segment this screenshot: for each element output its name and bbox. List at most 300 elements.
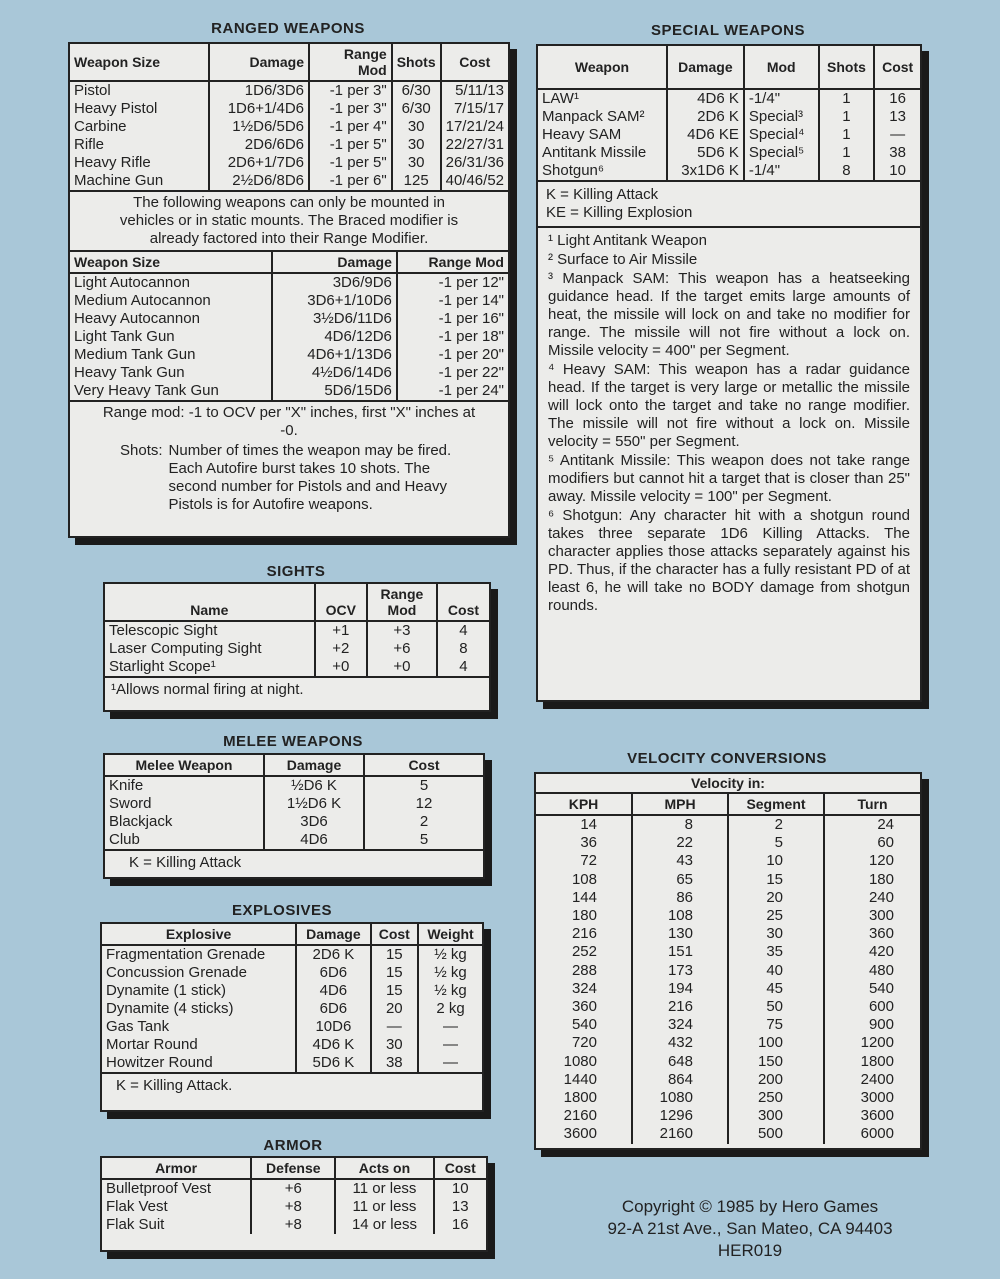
turn-cell: 120	[868, 852, 894, 870]
cost-cell: 7/15/17	[453, 100, 504, 117]
range-cell: -1 per 24"	[438, 382, 504, 399]
mph-cell: 432	[632, 1034, 728, 1052]
range-cell: -1 per 6"	[309, 172, 392, 190]
table-row	[105, 813, 483, 831]
table-row	[536, 1125, 920, 1143]
cost-cell: 16	[451, 1216, 469, 1233]
footnote: ⁶ Shotgun: Any character hit with a shotgun round takes three separate 1D6 Killing Attacks. The character applies those attacks separately against his PD. Thus, if the character has a fully resistant PD of at least 6, he will take no BODY damage from shotgun rounds.	[548, 507, 910, 614]
mph-cell: 216	[632, 998, 728, 1016]
cost-cell: 4	[459, 622, 468, 639]
shots-note: Number of times the weapon may be fired. Each Autofire burst takes 10 shots. The second number for Pistols and and Heavy Pistols is for Autofire weapons.	[168, 442, 452, 513]
segment-cell: 45	[728, 980, 824, 998]
mph-cell: 648	[632, 1053, 728, 1071]
turn-cell: 6000	[860, 1125, 894, 1143]
shots-cell: 8	[819, 162, 875, 180]
name-cell: Dynamite (4 sticks)	[102, 1000, 296, 1018]
name-cell: Knife	[105, 776, 264, 795]
col-header: Cost	[874, 46, 920, 89]
shots-label: Shots:	[120, 442, 163, 459]
ocv-cell: +0	[315, 658, 367, 676]
table-row	[536, 1107, 920, 1125]
kph-cell: 14	[536, 815, 632, 834]
damage-cell: 4D6 K	[296, 1036, 370, 1054]
table-row	[70, 100, 508, 118]
shots-cell: 6/30	[392, 81, 441, 100]
table-row	[536, 1071, 920, 1089]
table-row	[102, 1018, 482, 1036]
damage-cell: 2D6+1/7D6	[209, 154, 309, 172]
damage-cell: 5D6 K	[667, 144, 744, 162]
table-row	[536, 943, 920, 961]
kph-cell: 324	[536, 980, 632, 998]
damage-cell: 4D6 KE	[667, 126, 744, 144]
name-cell: Light Tank Gun	[70, 328, 272, 346]
range-cell: -1 per 3"	[309, 100, 392, 118]
segment-cell: 2	[728, 815, 824, 834]
special-footnotes	[538, 226, 920, 620]
col-header: Acts on	[335, 1158, 433, 1179]
name-cell: Antitank Missile	[538, 144, 667, 162]
range-cell: -1 per 22"	[438, 364, 504, 381]
shots-cell: 30	[392, 136, 441, 154]
table-row	[70, 172, 508, 190]
table-row	[70, 81, 508, 100]
table-row	[538, 126, 920, 144]
table-row	[70, 382, 508, 400]
turn-cell: 360	[868, 925, 894, 943]
range-cell: -1 per 5"	[309, 154, 392, 172]
name-cell: Light Autocannon	[70, 273, 272, 292]
product-code: HER019	[717, 1241, 783, 1260]
segment-cell: 35	[728, 943, 824, 961]
mph-cell: 22	[632, 834, 728, 852]
table-row	[538, 162, 920, 180]
name-cell: Blackjack	[105, 813, 264, 831]
cost-cell: 4	[459, 658, 468, 675]
damage-cell: 1D6/3D6	[209, 81, 309, 100]
defense-cell: +8	[251, 1198, 335, 1216]
turn-cell: 2400	[860, 1070, 894, 1088]
table-row	[105, 621, 489, 640]
col-header: Weapon Size	[70, 44, 209, 81]
table-row	[536, 980, 920, 998]
velocity-title: VELOCITY CONVERSIONS	[627, 750, 827, 767]
cost-cell: 5	[419, 831, 429, 848]
table-row	[70, 292, 508, 310]
segment-cell: 20	[728, 889, 824, 907]
range-cell: -1 per 5"	[309, 136, 392, 154]
damage-cell: 2D6 K	[667, 108, 744, 126]
kph-cell: 144	[536, 889, 632, 907]
range-cell: -1 per 3"	[309, 81, 392, 100]
melee-weapons-panel	[103, 753, 485, 879]
ocv-cell: +2	[315, 640, 367, 658]
table-row	[102, 1036, 482, 1054]
name-cell: Heavy Autocannon	[70, 310, 272, 328]
table-row	[70, 328, 508, 346]
special-weapons-title: SPECIAL WEAPONS	[651, 22, 805, 39]
cost-cell: 13	[451, 1198, 469, 1215]
turn-cell: 600	[868, 998, 894, 1016]
footnote: ¹ Light Antitank Weapon	[548, 232, 707, 249]
cost-cell: 5	[419, 777, 429, 794]
sights-title: SIGHTS	[266, 563, 326, 580]
name-cell: LAW¹	[538, 89, 667, 108]
table-row	[538, 108, 920, 126]
damage-cell: 3½D6/11D6	[272, 310, 397, 328]
kph-cell: 3600	[536, 1125, 632, 1143]
col-header: KPH	[536, 794, 632, 815]
cost-cell: 20	[371, 1000, 418, 1018]
table-row	[102, 1054, 482, 1072]
table-row	[538, 144, 920, 162]
mph-cell: 8	[632, 815, 728, 834]
cost-cell: 22/27/31	[445, 136, 504, 153]
damage-cell: 3D6+1/10D6	[272, 292, 397, 310]
table-row	[536, 925, 920, 943]
shots-cell: 30	[392, 154, 441, 172]
segment-cell: 100	[728, 1034, 824, 1052]
table-row	[538, 89, 920, 108]
kph-cell: 540	[536, 1016, 632, 1034]
damage-cell: 6D6	[296, 964, 370, 982]
mph-cell: 2160	[632, 1125, 728, 1143]
special-key	[538, 180, 920, 226]
segment-cell: 500	[728, 1125, 824, 1143]
col-header: Name	[105, 584, 315, 621]
table-row	[536, 1053, 920, 1071]
name-cell: Pistol	[70, 81, 209, 100]
segment-cell: 25	[728, 907, 824, 925]
col-header: Mod	[744, 46, 819, 89]
sights-panel	[103, 582, 491, 712]
segment-cell: 5	[728, 834, 824, 852]
table-row	[70, 310, 508, 328]
table-row	[70, 118, 508, 136]
damage-cell: 4D6	[296, 982, 370, 1000]
col-header: Armor	[102, 1158, 251, 1179]
table-row	[105, 831, 483, 849]
table-row	[536, 852, 920, 870]
footnote: ² Surface to Air Missile	[548, 251, 698, 268]
ranged-weapons-title: RANGED WEAPONS	[211, 20, 365, 37]
table-row	[536, 1016, 920, 1034]
name-cell: Very Heavy Tank Gun	[70, 382, 272, 400]
damage-cell: 5D6 K	[296, 1054, 370, 1072]
col-header: Cost	[434, 1158, 486, 1179]
weight-cell: 2 kg	[436, 1000, 465, 1017]
range-cell: +6	[367, 640, 437, 658]
table-row	[536, 871, 920, 889]
turn-cell: 1800	[860, 1052, 894, 1070]
turn-cell: 180	[868, 870, 894, 888]
range-cell: -1 per 16"	[438, 310, 504, 327]
mph-cell: 194	[632, 980, 728, 998]
name-cell: Heavy Pistol	[70, 100, 209, 118]
copyright-block	[560, 1196, 940, 1262]
damage-cell: 1½D6 K	[264, 795, 364, 813]
segment-cell: 250	[728, 1089, 824, 1107]
table-row	[102, 1216, 486, 1234]
col-header: Cost	[364, 755, 483, 776]
table-row	[536, 998, 920, 1016]
kph-cell: 1440	[536, 1071, 632, 1089]
kph-cell: 288	[536, 962, 632, 980]
mod-cell: -1/4"	[744, 162, 819, 180]
kph-cell: 72	[536, 852, 632, 870]
range-cell: -1 per 12"	[438, 274, 504, 291]
turn-cell: 300	[868, 907, 894, 925]
turn-cell: 540	[868, 979, 894, 997]
mph-cell: 86	[632, 889, 728, 907]
name-cell: Telescopic Sight	[105, 621, 315, 640]
col-header: Weight	[418, 924, 482, 945]
damage-cell: 4D6 K	[667, 89, 744, 108]
turn-cell: 60	[877, 834, 894, 852]
name-cell: Laser Computing Sight	[105, 640, 315, 658]
table-row	[536, 834, 920, 852]
cost-cell: 38	[371, 1054, 418, 1072]
velocity-table	[536, 794, 920, 1144]
shots-note-row	[70, 442, 508, 514]
damage-cell: 2D6 K	[296, 945, 370, 964]
damage-cell: 4D6/12D6	[272, 328, 397, 346]
shots-cell: 1	[819, 89, 875, 108]
kph-cell: 108	[536, 871, 632, 889]
damage-cell: 10D6	[296, 1018, 370, 1036]
damage-cell: 4D6	[264, 831, 364, 849]
explosives-title: EXPLOSIVES	[231, 902, 333, 919]
explosives-table	[102, 924, 482, 1072]
table-row	[536, 907, 920, 925]
name-cell: Carbine	[70, 118, 209, 136]
damage-cell: 2½D6/8D6	[209, 172, 309, 190]
name-cell: Medium Tank Gun	[70, 346, 272, 364]
armor-title: ARMOR	[263, 1137, 323, 1154]
range-cell: -1 per 4"	[309, 118, 392, 136]
name-cell: Bulletproof Vest	[102, 1179, 251, 1198]
shots-cell: 30	[392, 118, 441, 136]
melee-table	[105, 755, 483, 849]
segment-cell: 10	[728, 852, 824, 870]
ranged-weapons-panel	[68, 42, 510, 538]
mph-cell: 43	[632, 852, 728, 870]
table-row	[102, 982, 482, 1000]
col-header: Segment	[728, 794, 824, 815]
name-cell: Flak Vest	[102, 1198, 251, 1216]
table-row	[536, 815, 920, 834]
col-header: Weapon	[538, 46, 667, 89]
mph-cell: 151	[632, 943, 728, 961]
sights-note: ¹Allows normal firing at night.	[105, 676, 489, 702]
damage-cell: 3D6	[264, 813, 364, 831]
col-header: Damage	[264, 755, 364, 776]
mod-cell: Special³	[744, 108, 819, 126]
mod-cell: Special⁴	[744, 126, 819, 144]
turn-cell: 240	[868, 888, 894, 906]
table-row	[536, 962, 920, 980]
mount-note: The following weapons can only be mounted in vehicles or in static mounts. The Braced modifier is already factored into their Range Modifier.	[70, 190, 508, 250]
col-header: Defense	[251, 1158, 335, 1179]
name-cell: Heavy SAM	[538, 126, 667, 144]
cost-cell: 2	[419, 813, 429, 830]
col-header: Damage	[667, 46, 744, 89]
acts-cell: 14 or less	[335, 1216, 433, 1234]
name-cell: Howitzer Round	[102, 1054, 296, 1072]
name-cell: Medium Autocannon	[70, 292, 272, 310]
ocv-cell: +1	[315, 621, 367, 640]
name-cell: Mortar Round	[102, 1036, 296, 1054]
segment-cell: 40	[728, 962, 824, 980]
name-cell: Sword	[105, 795, 264, 813]
mod-cell: Special⁵	[744, 144, 819, 162]
mph-cell: 1080	[632, 1089, 728, 1107]
cost-cell: 16	[889, 90, 906, 107]
col-header: Range Mod	[309, 44, 392, 81]
segment-cell: 30	[728, 925, 824, 943]
table-row	[102, 1179, 486, 1198]
cost-cell: 8	[459, 640, 468, 657]
table-row	[70, 136, 508, 154]
cost-cell: 15	[371, 964, 418, 982]
segment-cell: 15	[728, 871, 824, 889]
velocity-panel	[534, 772, 922, 1150]
damage-cell: 3D6/9D6	[272, 273, 397, 292]
table-row	[102, 945, 482, 964]
sights-table	[105, 584, 489, 676]
melee-weapons-title: MELEE WEAPONS	[223, 733, 363, 750]
weight-cell: —	[443, 1054, 459, 1071]
kph-cell: 1080	[536, 1053, 632, 1071]
cost-cell: 13	[889, 108, 906, 125]
table-row	[536, 1089, 920, 1107]
damage-cell: 1D6+1/4D6	[209, 100, 309, 118]
ranged-table	[70, 44, 508, 190]
col-header: Damage	[209, 44, 309, 81]
segment-cell: 75	[728, 1016, 824, 1034]
col-header: Cost	[441, 44, 508, 81]
acts-cell: 11 or less	[335, 1198, 433, 1216]
damage-cell: 4D6+1/13D6	[272, 346, 397, 364]
armor-table	[102, 1158, 486, 1234]
name-cell: Fragmentation Grenade	[102, 945, 296, 964]
range-cell: -1 per 18"	[438, 328, 504, 345]
kph-cell: 216	[536, 925, 632, 943]
name-cell: Heavy Rifle	[70, 154, 209, 172]
name-cell: Shotgun⁶	[538, 162, 667, 180]
address-line: 92-A 21st Ave., San Mateo, CA 94403	[607, 1219, 893, 1238]
cost-cell: 15	[371, 982, 418, 1000]
footnote: ³ Manpack SAM: This weapon has a heatseeking guidance head. If the target emits large amounts of heat, the missile will lock on and take no modifier for range. The missile will not fire without a lock on. Missile velocity = 400" per Segment.	[548, 270, 910, 359]
col-header: Damage	[272, 251, 397, 273]
defense-cell: +8	[251, 1216, 335, 1234]
acts-cell: 11 or less	[335, 1179, 433, 1198]
key-killing-explosion: KE = Killing Explosion	[546, 204, 693, 221]
kph-cell: 180	[536, 907, 632, 925]
mph-cell: 1296	[632, 1107, 728, 1125]
turn-cell: 480	[868, 961, 894, 979]
damage-cell: 2D6/6D6	[209, 136, 309, 154]
weight-cell: —	[443, 1036, 459, 1053]
cost-cell: 26/31/36	[445, 154, 504, 171]
armor-panel	[100, 1156, 488, 1252]
kph-cell: 1800	[536, 1089, 632, 1107]
range-cell: -1 per 14"	[438, 292, 504, 309]
kph-cell: 360	[536, 998, 632, 1016]
table-row	[70, 346, 508, 364]
name-cell: Gas Tank	[102, 1018, 296, 1036]
melee-note: K = Killing Attack	[105, 849, 483, 875]
table-row	[536, 1034, 920, 1052]
table-row	[536, 889, 920, 907]
table-row	[70, 273, 508, 292]
col-header: Damage	[296, 924, 370, 945]
cost-cell: 15	[371, 945, 418, 964]
damage-cell: 3x1D6 K	[667, 162, 744, 180]
cost-cell: 10	[451, 1180, 469, 1197]
damage-cell: ½D6 K	[264, 776, 364, 795]
mph-cell: 65	[632, 871, 728, 889]
name-cell: Club	[105, 831, 264, 849]
turn-cell: 420	[868, 943, 894, 961]
table-row	[105, 640, 489, 658]
turn-cell: 3600	[860, 1107, 894, 1125]
turn-cell: 24	[877, 816, 894, 833]
col-header: Range Mod	[397, 251, 508, 273]
special-weapons-panel	[536, 44, 922, 702]
shots-cell: 1	[819, 126, 875, 144]
key-killing-attack: K = Killing Attack	[546, 186, 659, 203]
table-row	[70, 154, 508, 172]
segment-cell: 200	[728, 1071, 824, 1089]
col-header: MPH	[632, 794, 728, 815]
range-cell: -1 per 20"	[438, 346, 504, 363]
weight-cell: ½ kg	[434, 982, 467, 999]
turn-cell: 1200	[860, 1034, 894, 1052]
kph-cell: 36	[536, 834, 632, 852]
shots-cell: 6/30	[392, 100, 441, 118]
range-note: Range mod: -1 to OCV per "X" inches, first "X" inches at -0.	[70, 400, 508, 442]
name-cell: Concussion Grenade	[102, 964, 296, 982]
col-header: Weapon Size	[70, 251, 272, 273]
kph-cell: 252	[536, 943, 632, 961]
segment-cell: 50	[728, 998, 824, 1016]
defense-cell: +6	[251, 1179, 335, 1198]
explosives-panel	[100, 922, 484, 1112]
range-cell: +0	[367, 658, 437, 676]
table-row	[70, 364, 508, 382]
turn-cell: 900	[868, 1016, 894, 1034]
table-row	[105, 776, 483, 795]
kph-cell: 2160	[536, 1107, 632, 1125]
cost-cell: —	[371, 1018, 418, 1036]
table-row	[102, 964, 482, 982]
table-row	[105, 795, 483, 813]
footnote: ⁵ Antitank Missile: This weapon does not take range modifiers but cannot hit a target that is closer than 25" away. Missile velocity = 100" per Segment.	[548, 452, 910, 505]
col-header: Explosive	[102, 924, 296, 945]
name-cell: Rifle	[70, 136, 209, 154]
name-cell: Manpack SAM²	[538, 108, 667, 126]
cost-cell: 5/11/13	[455, 82, 504, 99]
segment-cell: 150	[728, 1053, 824, 1071]
cost-cell: 10	[889, 162, 906, 179]
name-cell: Flak Suit	[102, 1216, 251, 1234]
turn-cell: 3000	[860, 1089, 894, 1107]
special-table	[538, 46, 920, 180]
mph-cell: 864	[632, 1071, 728, 1089]
velocity-subheader: Velocity in:	[536, 774, 920, 794]
mounted-table	[70, 250, 508, 400]
